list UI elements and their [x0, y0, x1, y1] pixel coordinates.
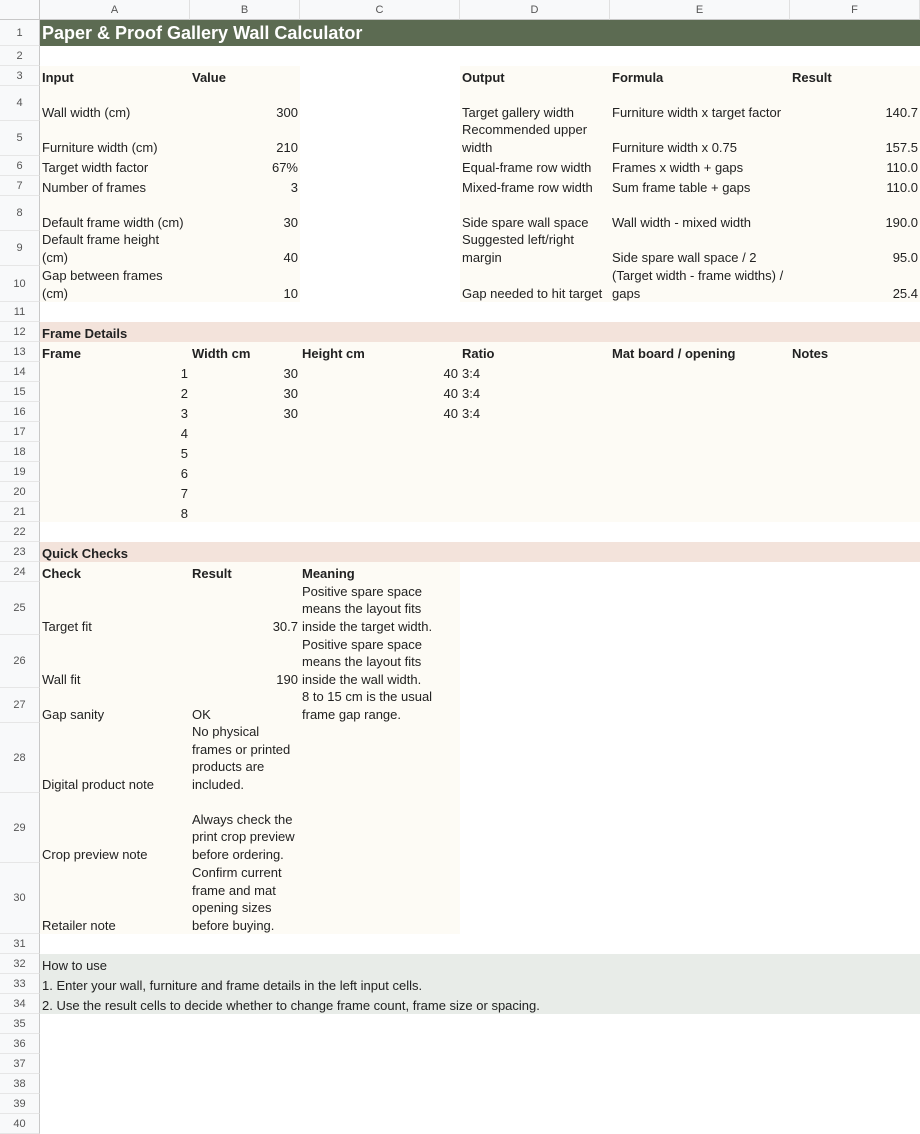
row-header[interactable]: 7 [0, 176, 40, 196]
check-label[interactable]: Crop preview note [42, 846, 148, 862]
row-header[interactable]: 38 [0, 1074, 40, 1094]
output-formula[interactable]: Sum frame table + gaps [612, 179, 751, 195]
check-result[interactable]: Always check the print crop preview before ordering. [192, 811, 295, 862]
output-label[interactable]: Side spare wall space [462, 214, 589, 230]
output-label[interactable]: Suggested left/right margin [462, 232, 575, 265]
frame-number[interactable]: 3 [180, 405, 188, 421]
row-header[interactable]: 4 [0, 86, 40, 121]
column-header-f[interactable]: F [790, 0, 920, 20]
frame-number[interactable]: 7 [180, 485, 188, 501]
row-header[interactable]: 12 [0, 322, 40, 342]
input-value[interactable]: 67% [271, 159, 298, 175]
formula-header[interactable]: Formula [612, 69, 664, 85]
row-header[interactable]: 17 [0, 422, 40, 442]
meaning-col-header[interactable]: Meaning [302, 565, 355, 581]
check-meaning[interactable]: Positive spare space means the layout fits inside the wall width. [302, 636, 422, 687]
input-label[interactable]: Gap between frames (cm) [42, 268, 163, 301]
output-formula[interactable]: Side spare wall space / 2 [612, 249, 757, 265]
quick-checks-title[interactable]: Quick Checks [42, 545, 128, 561]
how-to-title[interactable]: How to use [42, 957, 108, 973]
output-header[interactable]: Output [462, 69, 505, 85]
output-result[interactable]: 190.0 [885, 214, 918, 230]
row-header[interactable]: 30 [0, 863, 40, 934]
row-header[interactable]: 9 [0, 231, 40, 266]
frame-ratio[interactable]: 3:4 [462, 405, 481, 421]
input-value[interactable]: 30 [283, 214, 298, 230]
row-header[interactable]: 21 [0, 502, 40, 522]
check-label[interactable]: Wall fit [42, 671, 81, 687]
input-value[interactable]: 300 [276, 104, 298, 120]
row-header[interactable]: 6 [0, 156, 40, 176]
input-value[interactable]: 3 [290, 179, 298, 195]
row-header[interactable]: 33 [0, 974, 40, 994]
frame-number[interactable]: 2 [180, 385, 188, 401]
row-header[interactable]: 28 [0, 723, 40, 793]
input-value[interactable]: 40 [283, 249, 298, 265]
row-header[interactable]: 31 [0, 934, 40, 954]
row-header[interactable]: 18 [0, 442, 40, 462]
output-result[interactable]: 110.0 [886, 179, 918, 195]
output-formula[interactable]: Furniture width x 0.75 [612, 139, 738, 155]
output-formula[interactable]: (Target width - frame widths) / gaps [612, 268, 784, 301]
frame-height[interactable]: 40 [443, 365, 458, 381]
output-result[interactable]: 95.0 [892, 249, 918, 265]
row-header[interactable]: 13 [0, 342, 40, 362]
row-header[interactable]: 20 [0, 482, 40, 502]
row-header[interactable]: 3 [0, 66, 40, 86]
input-label[interactable]: Furniture width (cm) [42, 139, 158, 155]
check-meaning[interactable]: 8 to 15 cm is the usual frame gap range. [302, 689, 433, 722]
output-result[interactable]: 25.4 [892, 285, 918, 301]
input-value[interactable]: 210 [276, 139, 298, 155]
column-header-d[interactable]: D [460, 0, 610, 20]
frame-width[interactable]: 30 [283, 405, 298, 421]
row-header[interactable]: 32 [0, 954, 40, 974]
row-header[interactable]: 26 [0, 635, 40, 688]
result-header[interactable]: Result [792, 69, 832, 85]
input-label[interactable]: Target width factor [42, 159, 149, 175]
frame-ratio[interactable]: 3:4 [462, 385, 481, 401]
output-result[interactable]: 110.0 [886, 159, 918, 175]
row-header[interactable]: 37 [0, 1054, 40, 1074]
row-header[interactable]: 10 [0, 266, 40, 302]
select-all-corner[interactable] [0, 0, 40, 20]
check-meaning[interactable]: Positive spare space means the layout fits inside the target width. [302, 583, 433, 634]
frame-width[interactable]: 30 [283, 365, 298, 381]
frame-number[interactable]: 5 [180, 445, 188, 461]
check-result[interactable]: 190 [276, 671, 298, 687]
notes-col-header[interactable]: Notes [792, 345, 829, 361]
column-header-e[interactable]: E [610, 0, 790, 20]
row-header[interactable]: 34 [0, 994, 40, 1014]
check-result[interactable]: Confirm current frame and mat opening sizes before buying. [192, 865, 282, 933]
row-header[interactable]: 24 [0, 562, 40, 582]
row-header[interactable]: 2 [0, 46, 40, 66]
how-to-step[interactable]: 2. Use the result cells to decide whether to change frame count, frame size or spacing. [42, 997, 540, 1013]
row-header[interactable]: 14 [0, 362, 40, 382]
height-col-header[interactable]: Height cm [302, 345, 365, 361]
output-result[interactable]: 140.7 [885, 104, 918, 120]
check-result[interactable]: OK [192, 706, 211, 722]
row-header[interactable]: 8 [0, 196, 40, 231]
output-result[interactable]: 157.5 [885, 139, 918, 155]
ratio-col-header[interactable]: Ratio [462, 345, 495, 361]
output-formula[interactable]: Wall width - mixed width [612, 214, 751, 230]
frame-details-title[interactable]: Frame Details [42, 325, 128, 341]
row-header[interactable]: 16 [0, 402, 40, 422]
row-header[interactable]: 39 [0, 1094, 40, 1114]
row-header[interactable]: 5 [0, 121, 40, 156]
row-header[interactable]: 29 [0, 793, 40, 863]
row-header[interactable]: 27 [0, 688, 40, 723]
width-col-header[interactable]: Width cm [192, 345, 251, 361]
column-header-a[interactable]: A [40, 0, 190, 20]
sheet-title[interactable]: Paper & Proof Gallery Wall Calculator [40, 20, 920, 46]
row-header[interactable]: 25 [0, 582, 40, 635]
how-to-step[interactable]: 1. Enter your wall, furniture and frame details in the left input cells. [42, 977, 423, 993]
input-value[interactable]: 10 [283, 285, 298, 301]
frame-width[interactable]: 30 [283, 385, 298, 401]
check-label[interactable]: Gap sanity [42, 706, 105, 722]
check-label[interactable]: Retailer note [42, 917, 116, 933]
frame-col-header[interactable]: Frame [42, 345, 82, 361]
row-header[interactable]: 35 [0, 1014, 40, 1034]
column-header-b[interactable]: B [190, 0, 300, 20]
column-header-c[interactable]: C [300, 0, 460, 20]
frame-height[interactable]: 40 [443, 385, 458, 401]
input-label[interactable]: Number of frames [42, 179, 147, 195]
output-formula[interactable]: Frames x width + gaps [612, 159, 744, 175]
frame-number[interactable]: 1 [180, 365, 188, 381]
output-formula[interactable]: Furniture width x target factor [612, 104, 782, 120]
row-header[interactable]: 19 [0, 462, 40, 482]
row-header[interactable]: 23 [0, 542, 40, 562]
frame-height[interactable]: 40 [443, 405, 458, 421]
mat-col-header[interactable]: Mat board / opening [612, 345, 736, 361]
frame-ratio[interactable]: 3:4 [462, 365, 481, 381]
row-header[interactable]: 40 [0, 1114, 40, 1134]
frame-number[interactable]: 4 [180, 425, 188, 441]
row-header[interactable]: 11 [0, 302, 40, 322]
input-label[interactable]: Default frame width (cm) [42, 214, 184, 230]
result-col-header[interactable]: Result [192, 565, 232, 581]
value-header[interactable]: Value [192, 69, 226, 85]
check-col-header[interactable]: Check [42, 565, 82, 581]
output-label[interactable]: Recommended upper width [462, 122, 588, 155]
frame-number[interactable]: 8 [180, 505, 188, 521]
check-result[interactable]: 30.7 [272, 618, 298, 634]
frame-number[interactable]: 6 [180, 465, 188, 481]
check-label[interactable]: Target fit [42, 618, 92, 634]
output-label[interactable]: Equal-frame row width [462, 159, 592, 175]
output-label[interactable]: Mixed-frame row width [462, 179, 593, 195]
check-result[interactable]: No physical frames or printed products are included. [192, 724, 291, 792]
row-header[interactable]: 22 [0, 522, 40, 542]
check-label[interactable]: Digital product note [42, 776, 155, 792]
output-label[interactable]: Gap needed to hit target [462, 285, 603, 301]
row-header[interactable]: 1 [0, 20, 40, 46]
output-label[interactable]: Target gallery width [462, 104, 574, 120]
row-header[interactable]: 15 [0, 382, 40, 402]
row-header[interactable]: 36 [0, 1034, 40, 1054]
input-label[interactable]: Wall width (cm) [42, 104, 131, 120]
input-label[interactable]: Default frame height (cm) [42, 232, 160, 265]
input-header[interactable]: Input [42, 69, 74, 85]
